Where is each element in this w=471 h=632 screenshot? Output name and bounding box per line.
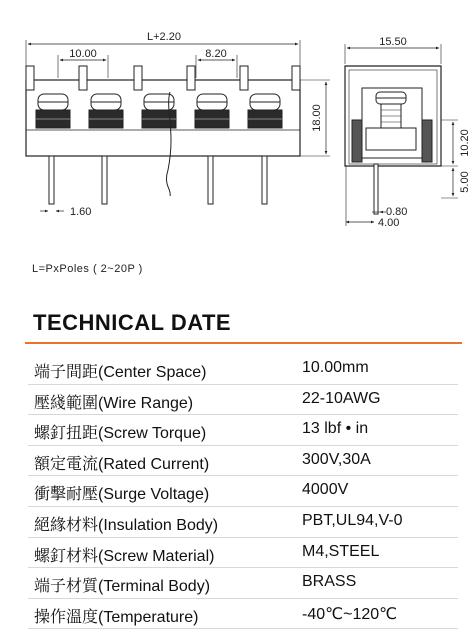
side-view	[345, 44, 458, 226]
spec-value: 13 lbf • in	[302, 420, 369, 438]
front-view	[26, 40, 330, 211]
spec-label: 螺釘材料(Screw Material)	[34, 547, 215, 565]
dim-pin-thickness: 0.80	[386, 206, 408, 218]
dim-upper-height: 10.20	[459, 129, 471, 157]
dim-depth: 15.50	[379, 36, 407, 48]
spec-table	[28, 354, 458, 629]
spec-value: -40℃~120℃	[302, 605, 398, 623]
section-divider	[25, 342, 462, 344]
dim-pin: 1.60	[70, 206, 92, 218]
spec-row	[28, 415, 458, 446]
spec-label: 額定電流(Rated Current)	[34, 455, 210, 473]
technical-drawing	[0, 0, 471, 250]
dim-height: 18.00	[311, 104, 323, 132]
section-title: TECHNICAL DATE	[33, 310, 232, 335]
spec-value: M4,STEEL	[302, 542, 380, 560]
spec-row	[28, 599, 458, 630]
dim-lower-height: 5.00	[459, 171, 471, 193]
dim-total-length: L+2.20	[147, 31, 181, 43]
spec-row	[28, 538, 458, 569]
dim-gap: 8.20	[205, 48, 227, 60]
spec-row	[28, 446, 458, 477]
spec-label: 端子間距(Center Space)	[34, 364, 207, 381]
spec-label: 絕緣材料(Insulation Body)	[34, 516, 219, 534]
poles-formula: L=PxPoles ( 2~20P )	[32, 263, 143, 275]
spec-value: PBT,UL94,V-0	[302, 511, 403, 529]
spec-row	[28, 476, 458, 507]
spec-value: 4000V	[302, 481, 349, 499]
spec-label: 端子材質(Terminal Body)	[34, 578, 211, 596]
spec-value: BRASS	[302, 573, 357, 591]
spec-label: 壓綫範圍(Wire Range)	[34, 394, 194, 412]
spec-row	[28, 354, 458, 385]
spec-row	[28, 385, 458, 416]
dim-pin-offset: 4.00	[378, 217, 400, 229]
spec-label: 衝擊耐壓(Surge Voltage)	[34, 486, 210, 504]
spec-label: 螺釘扭距(Screw Torque)	[34, 425, 207, 443]
spec-value: 22-10AWG	[302, 389, 381, 407]
spec-value: 10.00mm	[302, 359, 369, 376]
spec-label: 操作溫度(Temperature)	[34, 608, 199, 626]
spec-row	[28, 507, 458, 538]
dim-pitch: 10.00	[69, 48, 97, 60]
spec-value: 300V,30A	[302, 450, 371, 468]
spec-row	[28, 568, 458, 599]
